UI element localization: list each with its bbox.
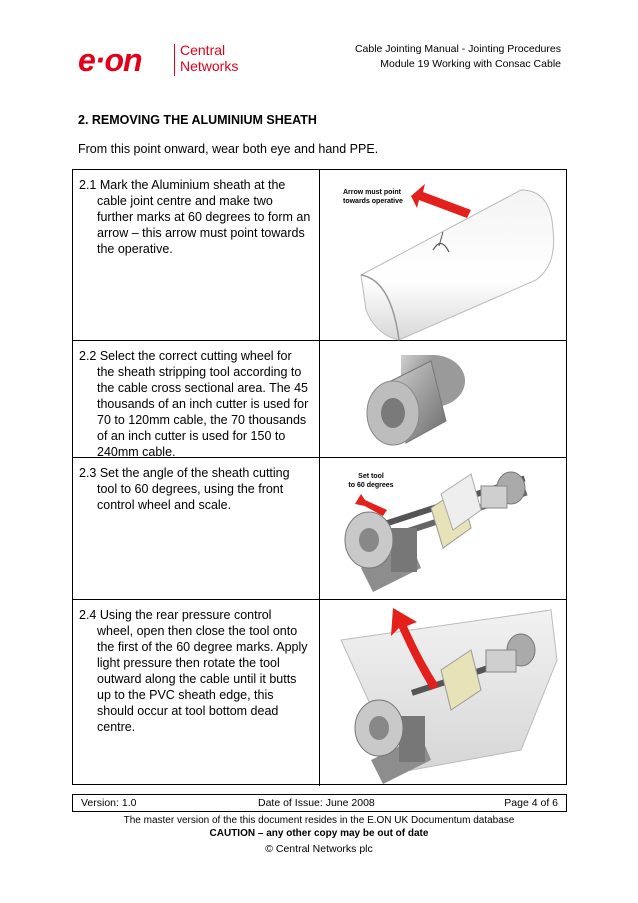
logo-line2: Networks	[180, 58, 239, 74]
logo-line1: Central	[180, 42, 226, 58]
step-row-3	[73, 458, 566, 600]
column-divider	[319, 170, 320, 340]
callout-line2: towards operative	[343, 198, 403, 205]
step-4-illustration	[321, 600, 566, 786]
steps-table	[72, 169, 567, 785]
header-manual-title: Cable Jointing Manual - Jointing Procedures	[354, 43, 561, 55]
footer-copyright: © Central Networks plc	[265, 843, 373, 855]
footer-version: Version: 1.0	[81, 797, 137, 809]
front-wheel-hub	[369, 716, 389, 740]
footer-master-note: The master version of the this document resides in the E.ON UK Documentum database	[123, 815, 515, 826]
red-arrow-icon	[411, 184, 471, 218]
column-divider	[319, 458, 320, 599]
header-module-title: Module 19 Working with Consac Cable	[380, 58, 561, 70]
rear-block	[486, 650, 516, 672]
step-1-illustration	[321, 170, 566, 340]
callout-line2: to 60 degrees	[348, 482, 394, 489]
step-row-4	[73, 600, 566, 786]
rear-block	[481, 486, 507, 508]
column-divider	[319, 341, 320, 457]
step-row-2	[73, 341, 566, 458]
step-3-text: 2.3 Set the angle of the sheath cutting tool to 60 degrees, using the front control wheel and scale.	[79, 466, 290, 512]
document-header	[355, 42, 561, 72]
logo-divider	[174, 44, 175, 76]
company-logo	[78, 40, 248, 80]
tool-frame	[391, 528, 417, 572]
logo-subtitle	[180, 42, 238, 74]
step-4-text: 2.4 Using the rear pressure control wheel, open then close the tool onto the first of the 60 degree marks. Apply light pressure then rotate the tool outward along the cable until it butts up to the PVC sheath edge, this should occur at tool bottom dead centre.	[79, 608, 308, 734]
step-1-text: 2.1 Mark the Aluminium sheath at the cable joint centre and make two further marks at 60 degrees to form an arrow – this arrow must point towards the operative.	[79, 178, 311, 256]
front-wheel-hub	[359, 528, 379, 552]
intro-text: From this point onward, wear both eye and hand PPE.	[78, 142, 379, 156]
logo-brand: e·on	[78, 42, 142, 78]
step-2-text: 2.2 Select the correct cutting wheel for the sheath stripping tool according to the cable cross sectional area. The 45 thousands of an inch cutter is used for 70 to 120mm cable, the 70 thousands of an inch cutter is used for 150 to 240mm cable.	[79, 349, 309, 459]
footer-date: Date of Issue: June 2008	[258, 797, 375, 809]
step-row-1	[73, 170, 566, 341]
footer-caution: CAUTION – any other copy may be out of date	[209, 828, 429, 839]
step-3-illustration	[321, 458, 566, 599]
footer-info-box	[72, 794, 567, 812]
column-divider	[319, 600, 320, 786]
footer-page: Page 4 of 6	[504, 797, 558, 809]
step-2-illustration	[321, 341, 566, 457]
section-title: 2. REMOVING THE ALUMINIUM SHEATH	[78, 113, 317, 127]
wheel-bore	[381, 398, 405, 428]
callout-line1: Set tool	[358, 473, 384, 480]
callout-line1: Arrow must point	[343, 189, 401, 196]
